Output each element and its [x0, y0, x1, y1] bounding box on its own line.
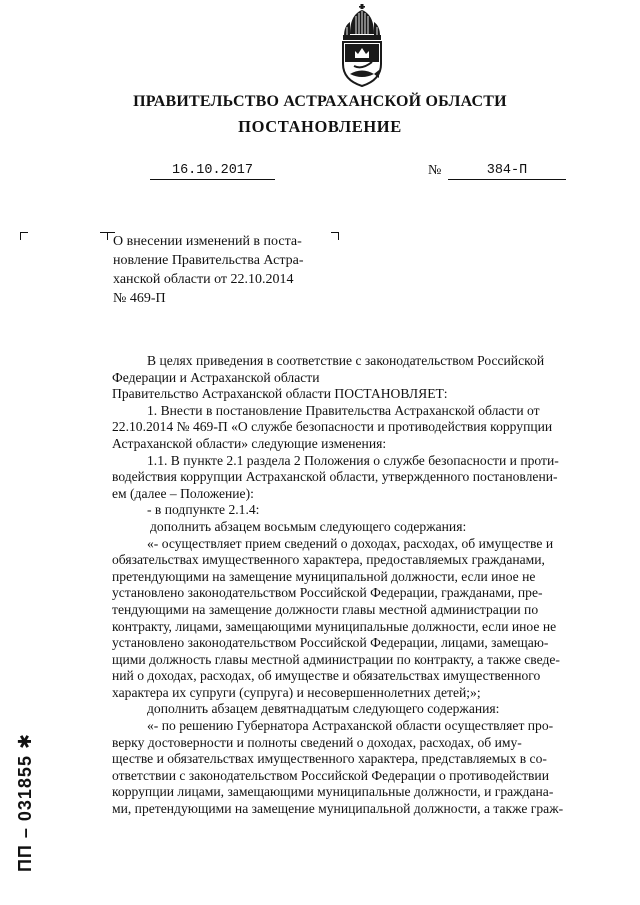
- body-line: обязательствах имущественного характера, предоставляемых гражданами,: [112, 552, 545, 568]
- body-line: установлено законодательством Российской Федерации, лицами, замещаю-: [112, 635, 549, 651]
- body-line: характера их супруги (супруга) и несовершеннолетних детей;»;: [112, 684, 481, 700]
- body-line: ществе и обязательствах имущественного характера, представляемых в со-: [112, 751, 547, 767]
- document-subject: [113, 232, 338, 308]
- body-line: водействия коррупции Астраханской области, утвержденного постановлени-: [112, 469, 558, 485]
- body-line: 1. Внести в постановление Правительства Астраханской области от: [147, 402, 540, 418]
- number-sign: №: [428, 163, 442, 178]
- body-line: тендующими на замещение должности главы местной администрации по: [112, 601, 539, 617]
- organization-title: ПРАВИТЕЛЬСТВО АСТРАХАНСКОЙ ОБЛАСТИ: [133, 93, 507, 110]
- bracket-left-outer: [20, 232, 28, 240]
- body-line: 22.10.2014 № 469-П «О службе безопасности и противодействия коррупции: [112, 419, 553, 435]
- subject-line: О внесении изменений в поста-: [113, 234, 302, 249]
- body-line: дополнить абзацем восьмым следующего содержания:: [150, 518, 467, 534]
- coat-of-arms-icon: [338, 4, 386, 88]
- body-line: щими должность главы местной администрации по контракту, а также сведе-: [112, 651, 560, 667]
- body-line: ний о доходах, расходах, об имуществе и обязательствах имущественного: [112, 668, 541, 684]
- body-line: Правительство Астраханской области ПОСТАНОВЛЯЕТ:: [112, 386, 448, 402]
- body-line: «- по решению Губернатора Астраханской области осуществляет про-: [147, 718, 554, 734]
- document-number: 384-П: [448, 163, 566, 180]
- body-line: дополнить абзацем девятнадцатым следующего содержания:: [147, 701, 500, 717]
- body-line: установлено законодательством Российской Федерации, гражданами, пре-: [112, 585, 543, 601]
- body-line: ем (далее – Положение):: [112, 485, 254, 501]
- body-line: ми, претендующими на замещение муниципальной должности, а также граж-: [112, 801, 564, 817]
- body-line: 1.1. В пункте 2.1 раздела 2 Положения о службе безопасности и проти-: [147, 452, 559, 468]
- body-line: «- осуществляет прием сведений о доходах, расходах, об имуществе и: [147, 535, 554, 551]
- body-line: Астраханской области» следующие изменения:: [112, 435, 387, 451]
- body-line: коррупции лицами, замещающими муниципальные должности, и граждана-: [112, 784, 554, 800]
- subject-line: № 469-П: [113, 291, 166, 306]
- body-line: претендующими на замещение муниципальной должности, если иное не: [112, 568, 536, 584]
- document-date: 16.10.2017: [150, 163, 275, 180]
- body-line: ответствии с законодательством Российской Федерации о противодействии: [112, 767, 549, 783]
- body-line: - в подпункте 2.1.4:: [147, 502, 260, 518]
- body-line: контракту, лицами, замещающими муниципальные должности, если иное не: [112, 618, 557, 634]
- body-line: В целях приведения в соответствие с законодательством Российской: [147, 353, 545, 368]
- document-type: ПОСТАНОВЛЕНИЕ: [238, 117, 402, 136]
- form-serial-stamp: ПП – 031855 ✱: [15, 732, 35, 872]
- body-line: Федерации и Астраханской области: [112, 369, 320, 385]
- subject-line: ханской области от 22.10.2014: [113, 272, 294, 287]
- document-body: [112, 353, 615, 818]
- body-line: верку достоверности и полноты сведений о доходах, расходах, об иму-: [112, 734, 522, 750]
- subject-line: новление Правительства Астра-: [113, 253, 304, 268]
